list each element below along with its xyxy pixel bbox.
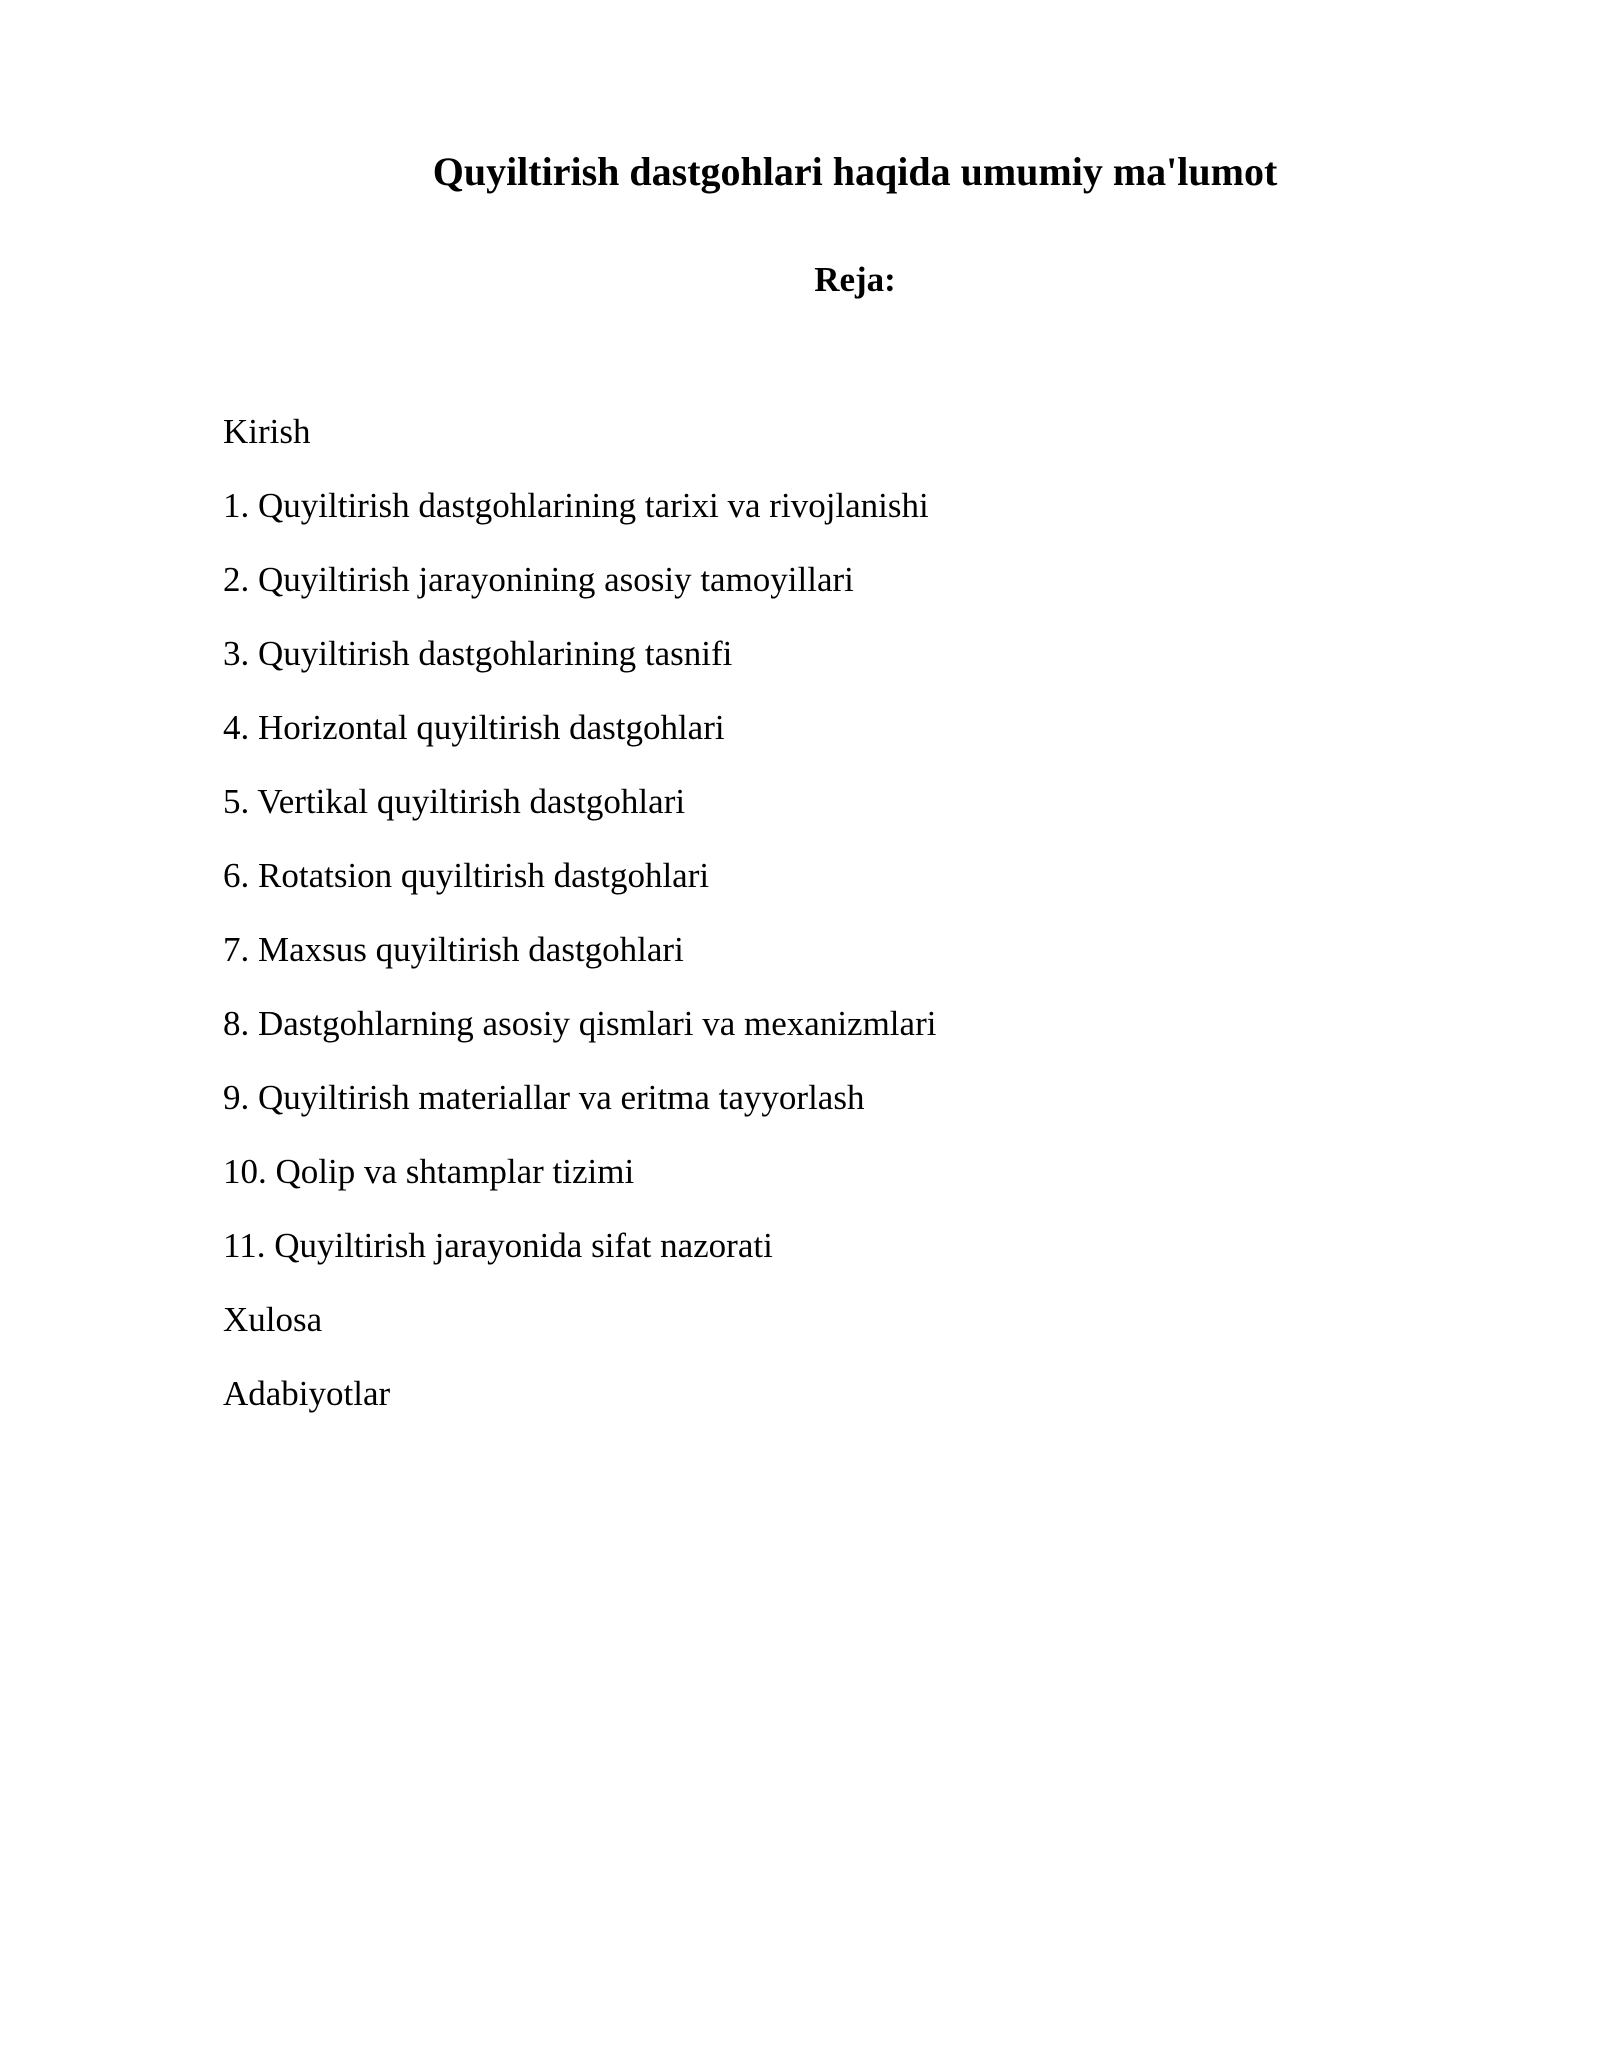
outline-item: 2. Quyiltirish jarayonining asosiy tamoyillari xyxy=(223,560,854,599)
outline-item: 7. Maxsus quyiltirish dastgohlari xyxy=(223,930,684,969)
outline-item-conclusion: Xulosa xyxy=(223,1300,323,1339)
outline-item: 11. Quyiltirish jarayonida sifat nazorati xyxy=(223,1226,773,1265)
outline-item: 8. Dastgohlarning asosiy qismlari va mexanizmlari xyxy=(223,1004,937,1043)
plan-heading: Reja: xyxy=(814,260,896,299)
plan-outline xyxy=(223,410,936,1446)
outline-item: 10. Qolip va shtamplar tizimi xyxy=(223,1152,635,1191)
outline-item: 6. Rotatsion quyiltirish dastgohlari xyxy=(223,856,710,895)
outline-item-introduction: Kirish xyxy=(223,412,311,451)
outline-item: 1. Quyiltirish dastgohlarining tarixi va rivojlanishi xyxy=(223,486,929,525)
outline-item-references: Adabiyotlar xyxy=(223,1374,391,1413)
outline-item: 3. Quyiltirish dastgohlarining tasnifi xyxy=(223,634,733,673)
outline-item: 4. Horizontal quyiltirish dastgohlari xyxy=(223,708,725,747)
outline-item: 9. Quyiltirish materiallar va eritma tayyorlash xyxy=(223,1078,865,1117)
document-title: Quyiltirish dastgohlari haqida umumiy ma'lumot xyxy=(432,149,1278,194)
outline-item: 5. Vertikal quyiltirish dastgohlari xyxy=(223,782,686,821)
